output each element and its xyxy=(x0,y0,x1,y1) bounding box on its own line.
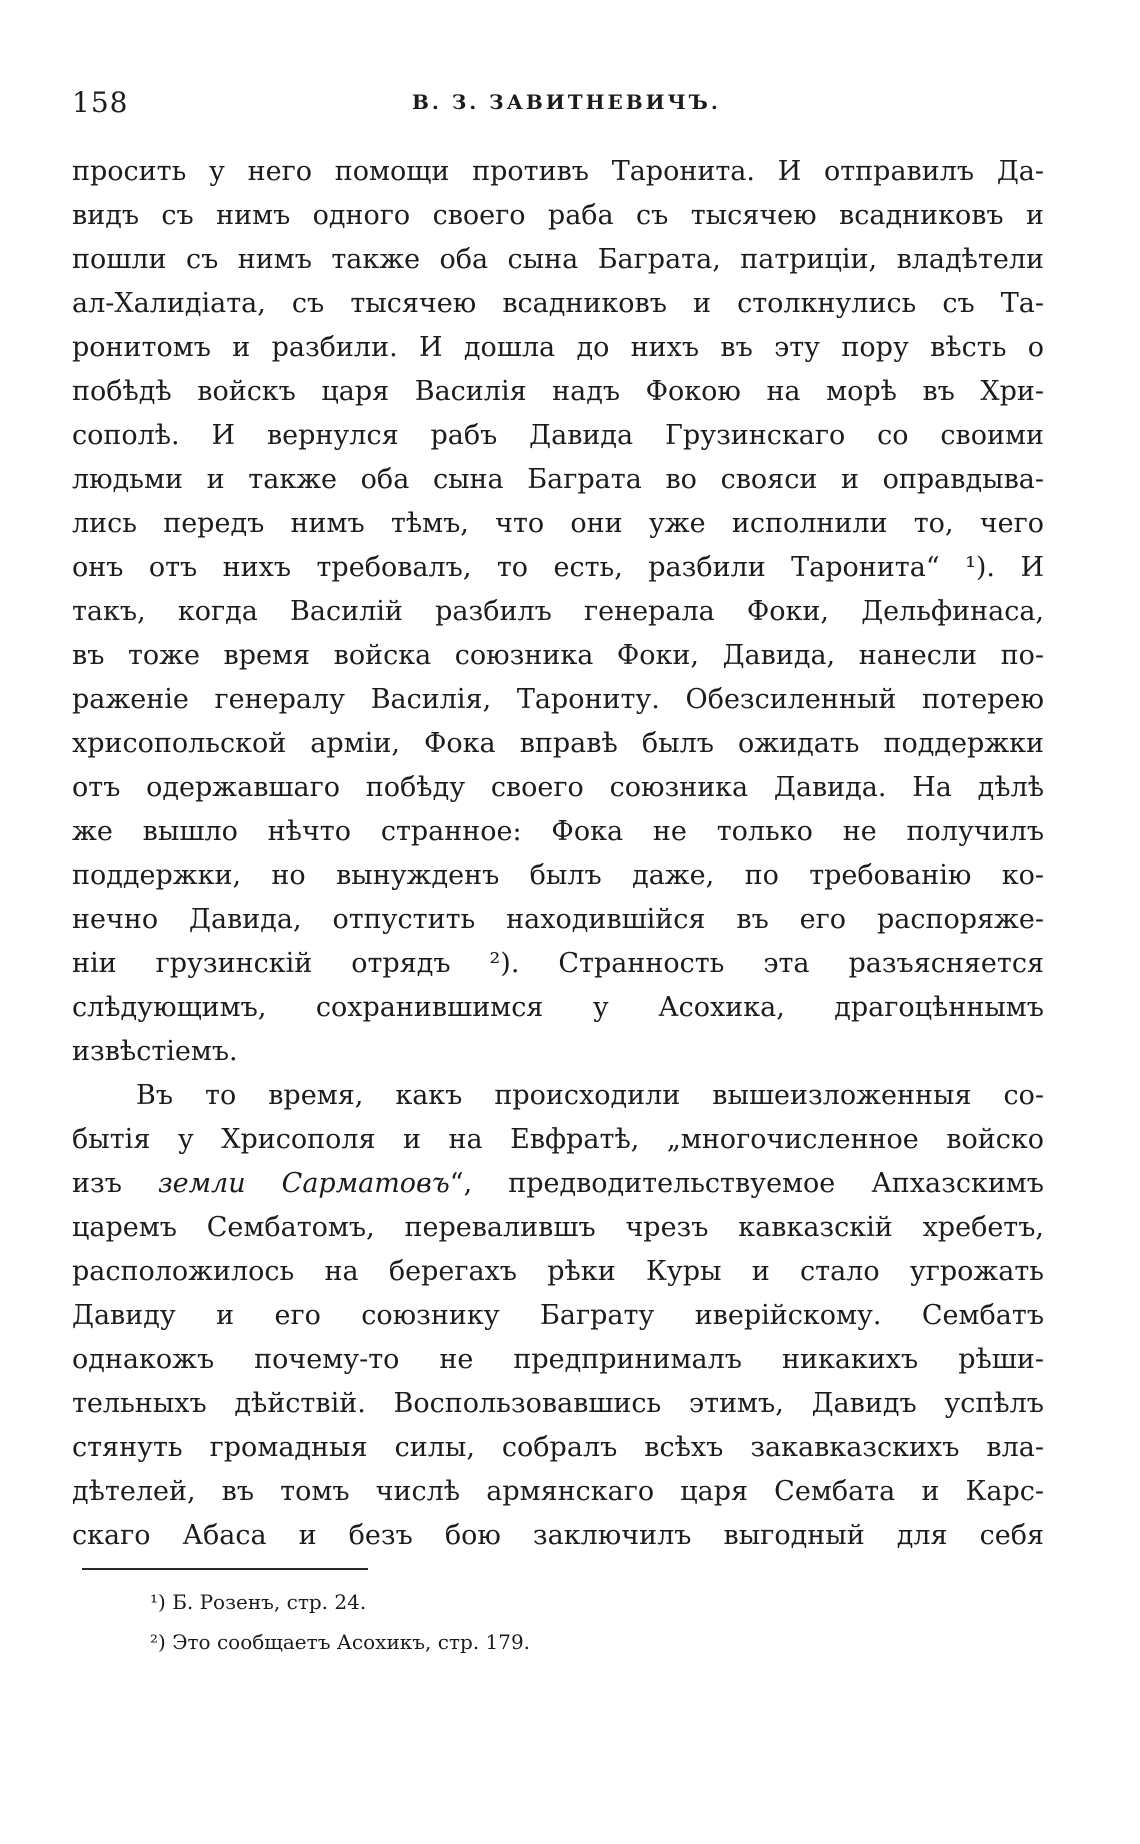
text-line: въ тоже время войска союзника Фоки, Давида, нанесли по- xyxy=(72,640,1044,671)
text-line: однакожъ почему-то не предпринималъ никакихъ рѣши- xyxy=(72,1344,1044,1375)
text-fragment: “, предводительствуемое Апхазскимъ xyxy=(449,1168,1044,1199)
text-line: людьми и также оба сына Баграта во свояси и оправдыва- xyxy=(72,464,1044,495)
text-line: отъ одержавшаго побѣду своего союзника Давида. На дѣлѣ xyxy=(72,772,1044,803)
text-line: дѣтелей, въ томъ числѣ армянскаго царя Сембата и Карс- xyxy=(72,1476,1044,1507)
text-line: стянуть громадныя силы, собралъ всѣхъ закавказскихъ вла- xyxy=(72,1432,1044,1463)
footnote xyxy=(150,1622,850,1662)
text-line: поддержки, но вынужденъ былъ даже, по требованію ко- xyxy=(72,860,1044,891)
footnotes xyxy=(150,1582,850,1662)
running-head: В. З. ЗАВИТНЕВИЧЪ. xyxy=(412,90,721,114)
text-line: такъ, когда Василій разбилъ генерала Фоки, Дельфинаса, xyxy=(72,596,1044,627)
text-line: нечно Давида, отпустить находившійся въ его распоряже- xyxy=(72,904,1044,935)
text-line: просить у него помощи противъ Таронита. И отправилъ Да- xyxy=(72,156,1044,187)
text-line: тельныхъ дѣйствій. Воспользовавшись этимъ, Давидъ успѣлъ xyxy=(72,1388,1044,1419)
text-line: видъ съ нимъ одного своего раба съ тысячею всадниковъ и xyxy=(72,200,1044,231)
text-line: ал-Халидіата, съ тысячею всадниковъ и столкнулись съ Та- xyxy=(72,288,1044,319)
text-line: ніи грузинскій отрядъ ²). Странность эта разъясняется xyxy=(72,948,1044,979)
body-text xyxy=(72,150,1044,1558)
text-line: раженіе генералу Василія, Тарониту. Обезсиленный потерею xyxy=(72,684,1044,715)
text-fragment: изъ xyxy=(72,1168,158,1199)
text-line: слѣдующимъ, сохранившимся у Асохика, драгоцѣннымъ xyxy=(72,992,1044,1023)
text-line-with-italic xyxy=(72,1162,1044,1206)
footnote-divider xyxy=(82,1568,368,1570)
text-line: же вышло нѣчто странное: Фока не только не получилъ xyxy=(72,816,1044,847)
text-line: хрисопольской арміи, Фока вправѣ былъ ожидать поддержки xyxy=(72,728,1044,759)
footnote-text: Б. Розенъ, стр. 24. xyxy=(172,1590,367,1614)
footnote xyxy=(150,1582,850,1622)
text-line: расположилось на берегахъ рѣки Куры и стало угрожать xyxy=(72,1256,1044,1287)
text-line: скаго Абаса и безъ бою заключилъ выгодный для себя xyxy=(72,1520,1044,1551)
text-line: онъ отъ нихъ требовалъ, то есть, разбили Таронита“ ¹). И xyxy=(72,552,1044,583)
italic-phrase: земли Сарматовъ xyxy=(157,1168,450,1199)
footnote-mark: ²) xyxy=(150,1630,166,1654)
page-number: 158 xyxy=(72,86,129,119)
footnote-mark: ¹) xyxy=(150,1590,166,1614)
text-line: лись передъ нимъ тѣмъ, что они уже исполнили то, чего xyxy=(72,508,1044,539)
text-line: царемъ Сембатомъ, перевалившъ чрезъ кавказскій хребетъ, xyxy=(72,1212,1044,1243)
text-line: Въ то время, какъ происходили вышеизложенныя со- xyxy=(136,1080,1044,1111)
text-line: побѣдѣ войскъ царя Василія надъ Фокою на морѣ въ Хри- xyxy=(72,376,1044,407)
text-line: сополѣ. И вернулся рабъ Давида Грузинскаго со своими xyxy=(72,420,1044,451)
text-line: извѣстіемъ. xyxy=(72,1036,238,1067)
text-line: Давиду и его союзнику Баграту иверійскому. Сембатъ xyxy=(72,1300,1044,1331)
text-line: бытія у Хрисополя и на Евфратѣ, „многочисленное войско xyxy=(72,1124,1044,1155)
page-header xyxy=(72,86,1042,122)
text-line: ронитомъ и разбили. И дошла до нихъ въ эту пору вѣсть о xyxy=(72,332,1044,363)
text-line: пошли съ нимъ также оба сына Баграта, патриціи, владѣтели xyxy=(72,244,1044,275)
footnote-text: Это сообщаетъ Асохикъ, стр. 179. xyxy=(172,1630,531,1654)
